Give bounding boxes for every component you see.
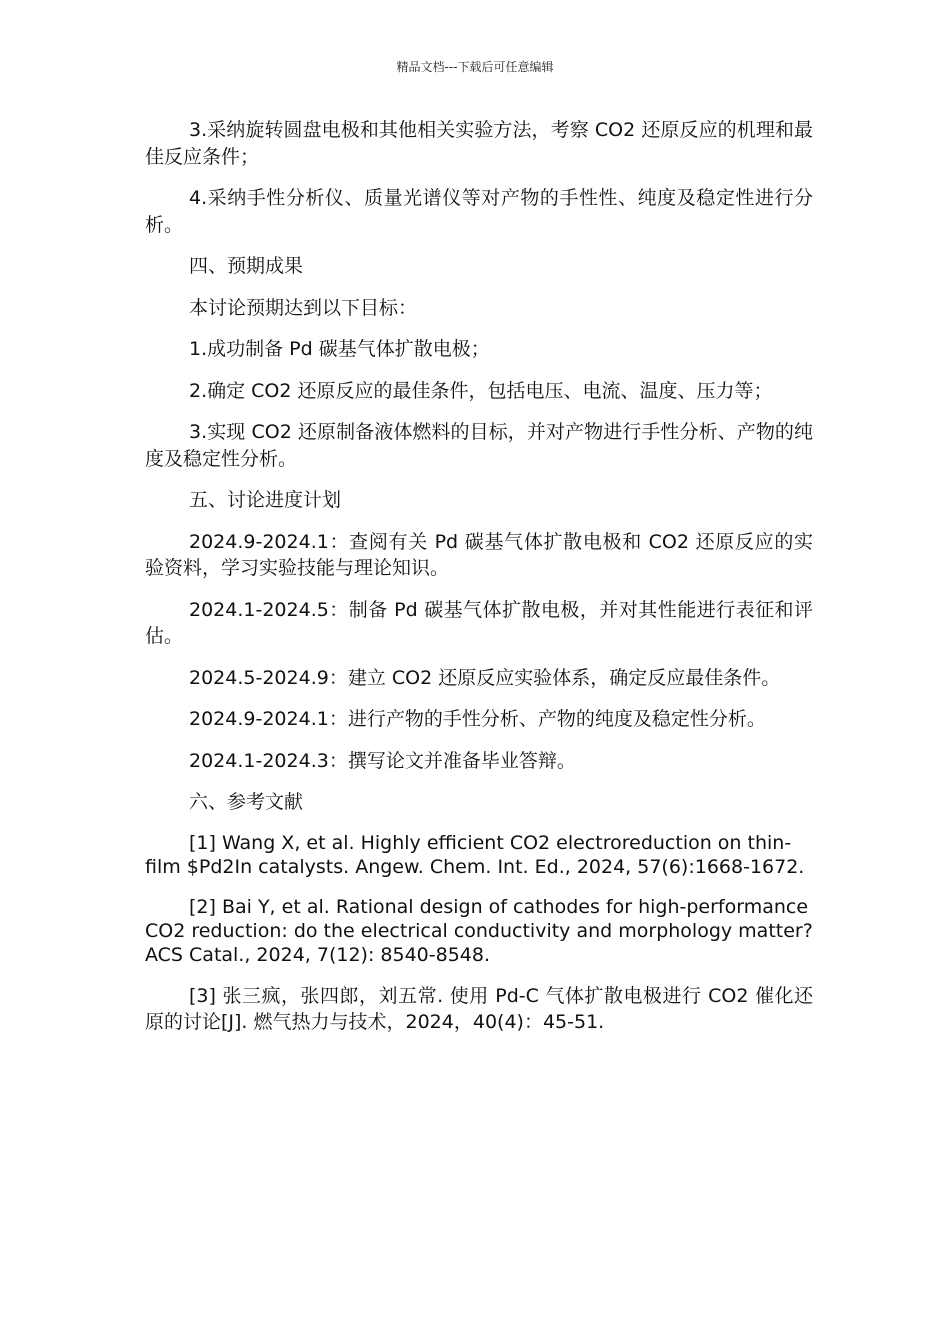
paragraph-goal-1: 1.成功制备 Pd 碳基气体扩散电极；: [189, 338, 490, 360]
reference-1: [1] Wang X, et al. Highly efficient CO2 electroreduction on thin-film $Pd2In catalysts. Angew. Chem. Int. Ed., 2024, 57(6):1668-1672.: [145, 831, 805, 878]
paragraph-goal-3: 3.实现 CO2 还原制备液体燃料的目标，并对产物进行手性分析、产物的纯度及稳定性分析。: [145, 421, 813, 470]
paragraph-schedule-3: 2024.5-2024.9：建立 CO2 还原反应实验体系，确定反应最佳条件。: [189, 666, 781, 689]
paragraph-schedule-2: 2024.1-2024.5：制备 Pd 碳基气体扩散电极，并对其性能进行表征和评估。: [145, 598, 813, 647]
paragraph-method-4: 4.采纳手性分析仪、质量光谱仪等对产物的手性性、纯度及稳定性进行分析。: [145, 187, 813, 236]
reference-2: [2] Bai Y, et al. Rational design of cathodes for high-performance CO2 reduction: do the electrical conductivity and morphology matter? ACS Catal., 2024, 7(12): 8540-8548.: [145, 895, 813, 966]
paragraph-goal-2: 2.确定 CO2 还原反应的最佳条件，包括电压、电流、温度、压力等；: [189, 379, 773, 402]
section-heading-schedule: 五、讨论进度计划: [189, 489, 342, 511]
reference-3: [3] 张三疯，张四郎，刘五常. 使用 Pd-C 气体扩散电极进行 CO2 催化还原的讨论[J]. 燃气热力与技术，2024，40(4)：45-51.: [145, 984, 813, 1033]
paragraph-schedule-1: 2024.9-2024.1：查阅有关 Pd 碳基气体扩散电极和 CO2 还原反应的实验资料，学习实验技能与理论知识。: [145, 530, 813, 579]
paragraph-schedule-4: 2024.9-2024.1：进行产物的手性分析、产物的纯度及稳定性分析。: [189, 708, 766, 730]
section-heading-references: 六、参考文献: [189, 791, 304, 813]
section-heading-expected-results: 四、预期成果: [189, 255, 304, 277]
paragraph-method-3: 3.采纳旋转圆盘电极和其他相关实验方法，考察 CO2 还原反应的机理和最佳反应条件；: [145, 119, 813, 168]
paragraph-goals-intro: 本讨论预期达到以下目标：: [189, 296, 418, 319]
paragraph-schedule-5: 2024.1-2024.3：撰写论文并准备毕业答辩。: [189, 749, 576, 772]
document-body: [145, 117, 813, 1051]
page-header: 精品文档---下载后可任意编辑: [396, 60, 554, 74]
